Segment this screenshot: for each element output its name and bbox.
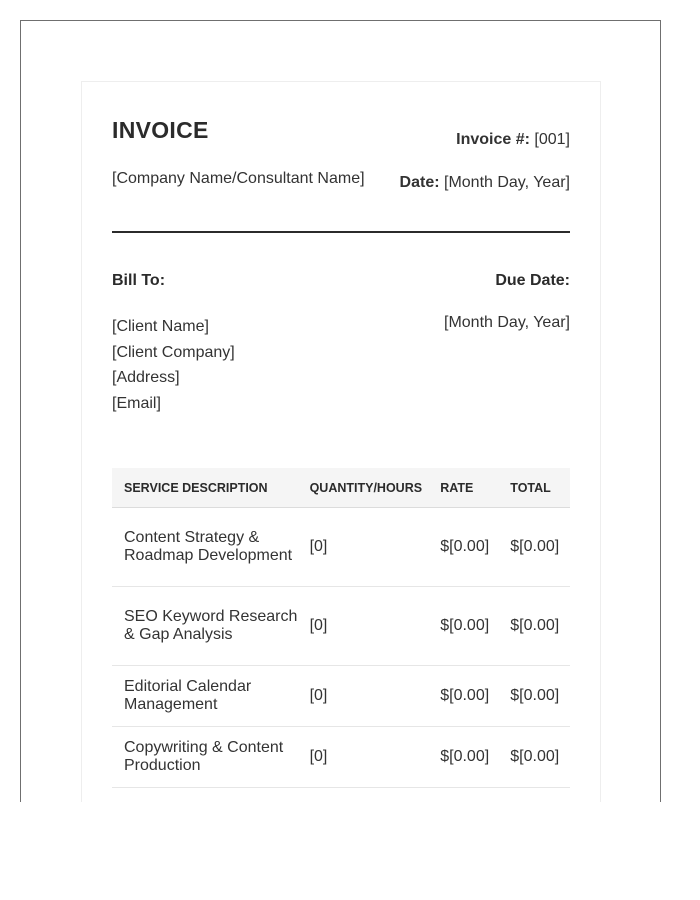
rate: $[0.00]: [428, 508, 498, 587]
header-rate: RATE: [428, 468, 498, 508]
due-date-value: [Month Day, Year]: [444, 314, 570, 331]
line-total: $[0.00]: [498, 508, 570, 587]
line-total: $[0.00]: [498, 587, 570, 666]
header-divider: [112, 231, 570, 233]
rate: $[0.00]: [428, 587, 498, 666]
invoice-date-value: [Month Day, Year]: [439, 174, 570, 191]
bill-to-details: [112, 314, 235, 417]
invoice-number-label: Invoice #:: [456, 131, 530, 148]
line-total: $[0.00]: [498, 666, 570, 727]
table-row: [112, 508, 570, 587]
service-description: Content Strategy & Roadmap Development: [112, 508, 298, 587]
quantity-hours: [0]: [298, 508, 429, 587]
invoice-title: INVOICE: [112, 117, 209, 143]
line-total: $[0.00]: [498, 727, 570, 788]
invoice-number-value: [001]: [529, 131, 570, 148]
client-company: [Client Company]: [112, 343, 235, 361]
invoice-date: [400, 174, 570, 192]
table-row: [112, 587, 570, 666]
header-total: TOTAL: [498, 468, 570, 508]
quantity-hours: [0]: [298, 727, 429, 788]
invoice-number: [456, 131, 570, 149]
service-description: Editorial Calendar Management: [112, 666, 298, 727]
client-name: [Client Name]: [112, 318, 209, 335]
rate: $[0.00]: [428, 666, 498, 727]
quantity-hours: [0]: [298, 666, 429, 727]
client-email: [Email]: [112, 395, 161, 413]
client-address: [Address]: [112, 369, 180, 387]
header-quantity-hours: QUANTITY/HOURS: [298, 468, 429, 508]
invoice-date-label: Date:: [399, 174, 440, 191]
service-description: SEO Keyword Research & Gap Analysis: [112, 587, 298, 666]
line-items-table: [112, 468, 570, 788]
header-service-description: SERVICE DESCRIPTION: [112, 468, 298, 508]
table-header-row: [112, 468, 570, 508]
table-row: [112, 666, 570, 727]
quantity-hours: [0]: [298, 587, 429, 666]
company-name: [Company Name/Consultant Name]: [112, 170, 365, 187]
service-description: Copywriting & Content Production: [112, 727, 298, 788]
table-row: [112, 727, 570, 788]
rate: $[0.00]: [428, 727, 498, 788]
bill-to-label: Bill To:: [112, 272, 166, 289]
due-date-label: Due Date:: [495, 272, 570, 289]
